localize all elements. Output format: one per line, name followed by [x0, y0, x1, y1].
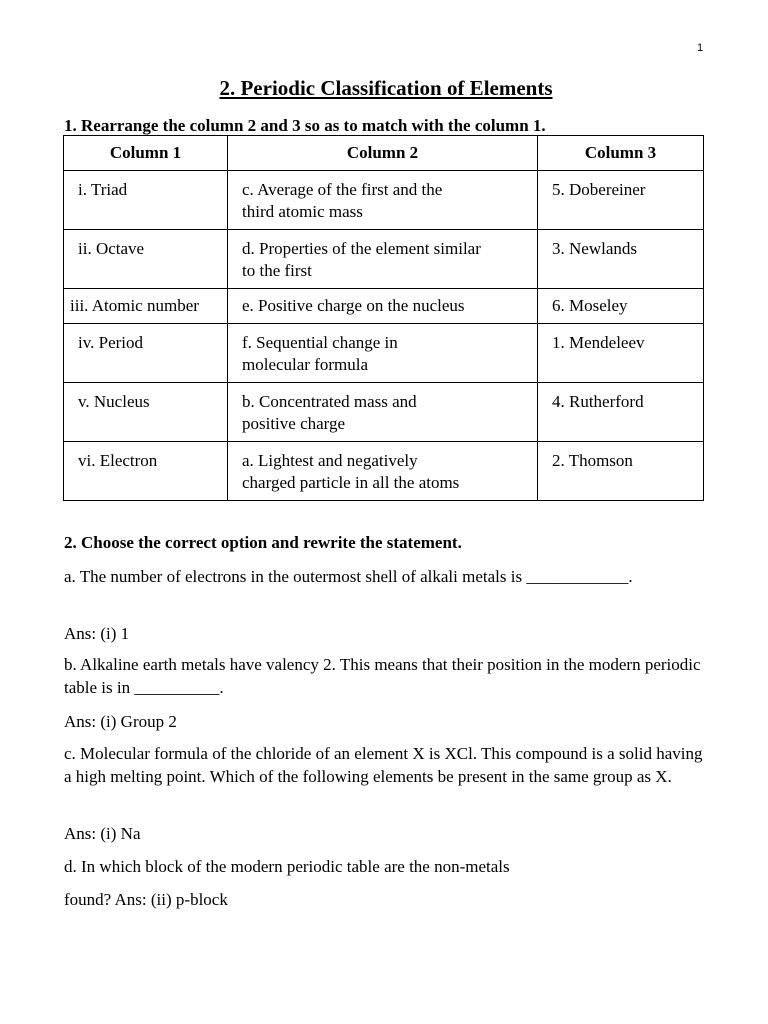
page-number: 1 [696, 42, 704, 54]
column-3-cell: 6. Moseley [538, 289, 704, 324]
column-2-cell [228, 230, 538, 289]
column-2-cell [228, 289, 538, 324]
question-1-heading: 1. Rearrange the column 2 and 3 so as to match with the column 1. [64, 116, 546, 135]
column-2-line: charged particle in all the atoms [242, 473, 460, 492]
table-row [64, 289, 704, 324]
column-2-line: to the first [242, 261, 312, 280]
question-item-d: d. In which block of the modern periodic table are the non-metals [64, 857, 510, 876]
column-2-line: b. Concentrated mass and [242, 392, 417, 411]
question-item-b: b. Alkaline earth metals have valency 2. This means that their position in the modern periodic table is in __________. [64, 655, 701, 697]
column-2-line: e. Positive charge on the nucleus [242, 296, 465, 315]
table-row [64, 442, 704, 501]
column-3-cell: 4. Rutherford [538, 383, 704, 442]
column-2-line: c. Average of the first and the [242, 180, 443, 199]
column-2-cell [228, 324, 538, 383]
column-2-line: a. Lightest and negatively [242, 451, 418, 470]
column-header-2: Column 2 [228, 136, 538, 171]
question-2-heading: 2. Choose the correct option and rewrite the statement. [64, 533, 462, 552]
column-3-cell: 2. Thomson [538, 442, 704, 501]
answer-c: Ans: (i) Na [64, 824, 141, 843]
column-3-cell: 5. Dobereiner [538, 171, 704, 230]
table-row [64, 230, 704, 289]
table-header-row [64, 136, 704, 171]
column-2-line: positive charge [242, 414, 346, 433]
column-3-cell: 1. Mendeleev [538, 324, 704, 383]
column-2-line: f. Sequential change in [242, 333, 398, 352]
question-item-a: a. The number of electrons in the outermost shell of alkali metals is ____________. [64, 567, 633, 586]
document-title: 2. Periodic Classification of Elements [219, 76, 553, 100]
question-item-c: c. Molecular formula of the chloride of an element X is XCl. This compound is a solid having a high melting point. Which of the following elements be present in the same group as X. [64, 744, 703, 786]
column-2-line: d. Properties of the element similar [242, 239, 481, 258]
answer-a: Ans: (i) 1 [64, 624, 130, 643]
column-1-cell: vi. Electron [64, 442, 228, 501]
answer-d: found? Ans: (ii) p-block [64, 890, 228, 909]
table-row [64, 171, 704, 230]
table-row [64, 324, 704, 383]
column-2-line: molecular formula [242, 355, 369, 374]
column-2-line: third atomic mass [242, 202, 363, 221]
column-3-cell: 3. Newlands [538, 230, 704, 289]
column-2-cell [228, 171, 538, 230]
column-1-cell: iv. Period [64, 324, 228, 383]
column-2-cell [228, 383, 538, 442]
column-1-cell: v. Nucleus [64, 383, 228, 442]
column-1-cell: iii. Atomic number [64, 289, 228, 324]
table-row [64, 383, 704, 442]
matching-table [63, 135, 704, 501]
column-header-1: Column 1 [64, 136, 228, 171]
answer-b: Ans: (i) Group 2 [64, 712, 177, 731]
column-2-cell [228, 442, 538, 501]
column-1-cell: i. Triad [64, 171, 228, 230]
column-header-3: Column 3 [538, 136, 704, 171]
column-1-cell: ii. Octave [64, 230, 228, 289]
